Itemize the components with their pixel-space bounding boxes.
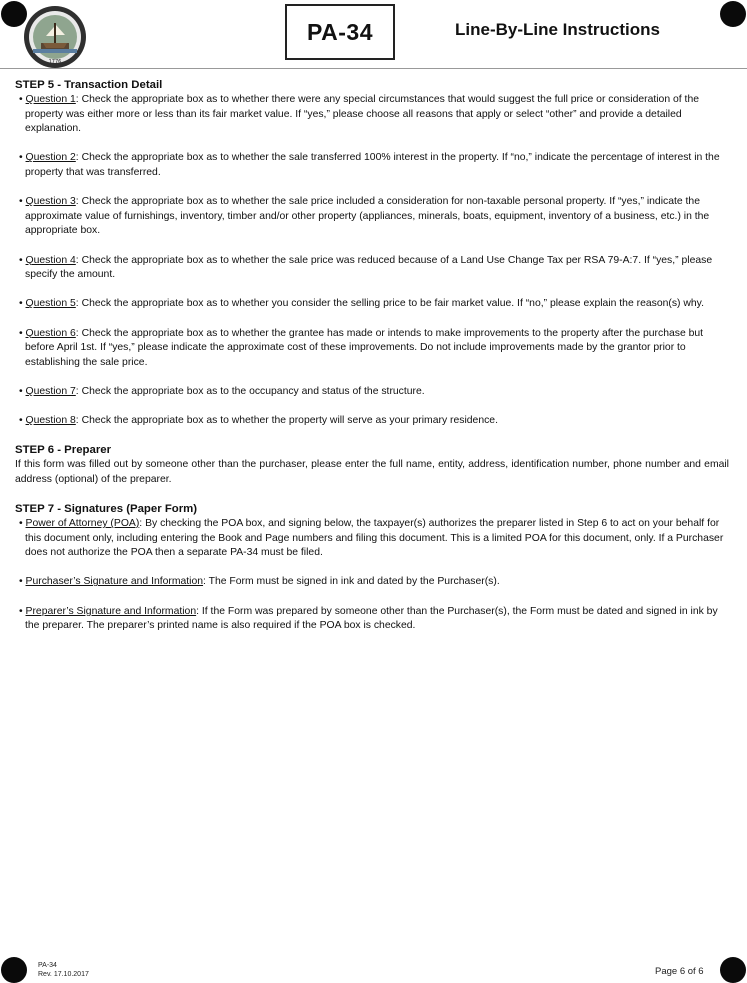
question-label: Question 4	[25, 254, 76, 266]
corner-registration-mark	[720, 1, 746, 27]
question-label: Question 7	[25, 385, 76, 397]
step5-question-4: • Question 4: Check the appropriate box as to whether the sale price was reduced because of a Land Use Change Tax per RSA 79-A:7. If “yes,” please specify the amount.	[19, 254, 713, 281]
step5-question-8: • Question 8: Check the appropriate box as to whether the property will serve as your primary residence.	[19, 415, 498, 427]
footer-form-info	[38, 961, 89, 979]
question-label: Question 3	[25, 196, 76, 208]
step6-text: If this form was filled out by someone other than the purchaser, please enter the full name, entity, address, identification number, phone number and email address (optional) of the preparer.	[15, 459, 729, 485]
step5-question-7: • Question 7: Check the appropriate box as to the occupancy and status of the structure.	[19, 385, 425, 397]
step6-heading: STEP 6 - Preparer	[15, 444, 112, 457]
item-text: : The Form must be signed in ink and dated by the Purchaser(s).	[203, 576, 500, 588]
step5-question-5: • Question 5: Check the appropriate box as to whether you consider the selling price to be fair market value. If “no,” please explain the reason(s) why.	[19, 298, 704, 310]
step5-heading: STEP 5 - Transaction Detail	[15, 79, 163, 91]
question-text: : Check the appropriate box as to whether the sale price was reduced because of a Land Use Change Tax per RSA 79-A:7. If “yes,” please specify the amount.	[25, 254, 713, 281]
corner-registration-mark	[720, 957, 746, 983]
form-id: PA-34	[307, 18, 373, 45]
item-label: Power of Attorney (POA)	[25, 518, 140, 530]
page-number: Page 6 of 6	[655, 966, 704, 977]
step5-question-6: • Question 6: Check the appropriate box as to whether the grantee has made or intends to make improvements to the property after the purchase but before April 1st. If “yes,” please indicate the approximate cost of these improvements. Do not include improvements made by the grantor prior to establishing the sale price.	[19, 327, 704, 368]
item-text: : By checking the POA box, and signing below, the taxpayer(s) authorizes the preparer listed in Step 6 to act on your behalf for this document only, including entering the Book and Page numbers and filing this document. This is a limited POA for this document, only. If a Purchaser does not authorize the POA then a separate PA-34 must be filed.	[25, 518, 724, 559]
question-text: : Check the appropriate box as to whether the property will serve as your primary residence.	[75, 415, 498, 427]
footer-form-id: PA-34	[38, 962, 57, 969]
question-text: : Check the appropriate box as to whether the grantee has made or intends to make improvements to the property after the purchase but before April 1st. If “yes,” please indicate the approximate cost of these improvements. Do not include improvements made by the grantor prior to establishing the sale price.	[25, 327, 704, 368]
question-text: : Check the appropriate box as to the occupancy and status of the structure.	[75, 385, 425, 397]
question-text: : Check the appropriate box as to whether the sale transferred 100% interest in the property. If “no,” indicate the percentage of interest in the property that was transferred.	[25, 152, 720, 178]
question-label: Question 5	[25, 298, 76, 310]
step7-heading: STEP 7 - Signatures (Paper Form)	[15, 503, 198, 516]
question-label: Question 8	[25, 415, 76, 427]
item-label: Preparer’s Signature and Information	[25, 605, 197, 617]
footer-revision: Rev. 17.10.2017	[38, 971, 89, 978]
item-text: : If the Form was prepared by someone other than the Purchaser(s), the Form must be dated and signed in ink by the preparer. The preparer’s printed name is also required if the POA box is checked.	[25, 605, 718, 632]
seal-year: 1776	[48, 59, 62, 65]
step7-preparer-signature: • Preparer’s Signature and Information: If the Form was prepared by someone other than the Purchaser(s), the Form must be dated and signed in ink by the preparer. The preparer’s printed name is also required if the POA box is checked.	[19, 605, 718, 632]
item-label: Purchaser’s Signature and Information	[25, 576, 204, 588]
step5-question-2: • Question 2: Check the appropriate box as to whether the sale transferred 100% interest in the property. If “no,” indicate the percentage of interest in the property that was transferred.	[19, 152, 720, 178]
form-id-box	[285, 4, 395, 60]
question-text: : Check the appropriate box as to whether there were any special circumstances that would suggest the full price or consideration of the property was either more or less than its fair market value. If “yes,” please choose all reasons that apply or select “other” and provide a detailed explanation.	[25, 94, 699, 135]
question-label: Question 6	[25, 327, 76, 339]
question-text: : Check the appropriate box as to whether the sale price included a consideration for non-taxable personal property. If “yes,” indicate the approximate value of furnishings, inventory, timber and/or other property (appliances, minerals, boats, equipment, inventory of a business, etc.) in the appropriate box.	[25, 196, 710, 237]
instructions-body	[15, 78, 729, 634]
question-text: : Check the appropriate box as to whether you consider the selling price to be fair market value. If “no,” please explain the reason(s) why.	[75, 298, 704, 310]
step7-purchaser-signature: • Purchaser’s Signature and Information: The Form must be signed in ink and dated by the Purchaser(s).	[19, 576, 500, 588]
corner-registration-mark	[1, 957, 27, 983]
question-label: Question 2	[25, 152, 76, 164]
page-title: Line-By-Line Instructions	[455, 20, 660, 39]
step5-question-3: • Question 3: Check the appropriate box as to whether the sale price included a consideration for non-taxable personal property. If “yes,” indicate the approximate value of furnishings, inventory, timber and/or other property (appliances, minerals, boats, equipment, inventory of a business, etc.) in the appropriate box.	[19, 196, 710, 237]
step7-poa: • Power of Attorney (POA): By checking the POA box, and signing below, the taxpayer(s) authorizes the preparer listed in Step 6 to act on your behalf for this document only, including entering the Book and Page numbers and filing this document. This is a limited POA for this document, only. If a Purchaser does not authorize the POA then a separate PA-34 must be filed.	[19, 518, 724, 559]
state-seal-logo	[23, 5, 87, 69]
step5-question-1: • Question 1: Check the appropriate box as to whether there were any special circumstances that would suggest the full price or consideration of the property was either more or less than its fair market value. If “yes,” please choose all reasons that apply or select “other” and provide a detailed explanation.	[19, 94, 699, 135]
header-divider	[0, 68, 747, 69]
question-label: Question 1	[25, 94, 76, 105]
